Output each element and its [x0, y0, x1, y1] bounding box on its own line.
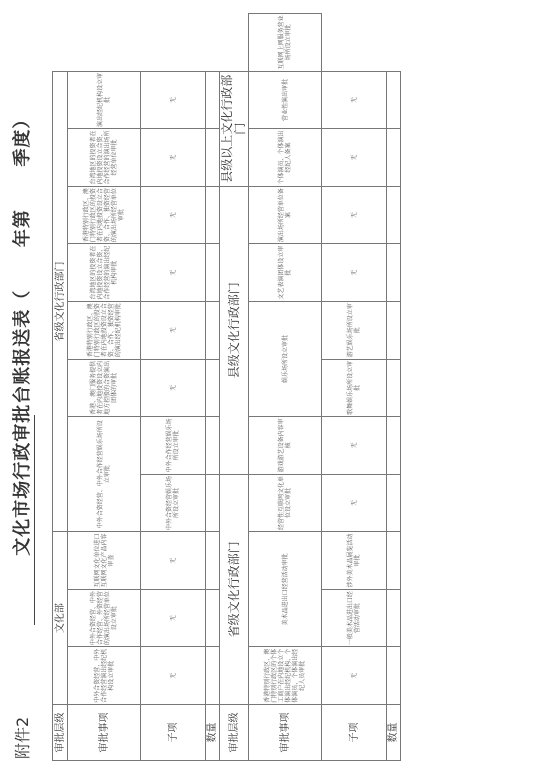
- sub-header: 子项: [141, 705, 206, 761]
- sub-cell: 无: [141, 359, 206, 417]
- sub-cell: 无: [322, 244, 387, 302]
- count-cell: [206, 532, 220, 590]
- item-cell: 互联网上网服务营业场所设立审批: [249, 14, 322, 72]
- count-cell: [387, 647, 401, 705]
- count-cell: [387, 589, 401, 647]
- item-cell: 营业性演出审批: [249, 71, 322, 129]
- table-row: [53, 14, 68, 761]
- count-cell: [206, 244, 220, 302]
- sub-cell: 无: [141, 532, 206, 590]
- count-cell: [206, 129, 220, 187]
- attachment-label: 附件2: [13, 716, 32, 759]
- count-cell: [387, 71, 401, 129]
- item-cell: 互联网文化单位进口互联网文化产品内容审查: [68, 532, 141, 590]
- count-cell: [206, 71, 220, 129]
- title-main: 文化市场行政审批台账报送表（: [12, 289, 33, 556]
- count-cell: [387, 359, 401, 417]
- sub-cell: 无: [322, 417, 387, 475]
- sub-cell: 无: [141, 301, 206, 359]
- sub-cell: 歌舞娱乐场所设立审批: [322, 359, 387, 417]
- table-row: [249, 14, 322, 761]
- sub-cell: 无: [322, 647, 387, 705]
- item-cell: 台湾地区的投资者在内地投资设立合资、合作经营的演出场所经营单位审批: [68, 129, 141, 187]
- sub-cell: 中外合资经营娱乐场所设立审批: [141, 474, 206, 532]
- title-year: 年第: [12, 209, 33, 248]
- item-cell: 娱乐场所设立审批: [249, 301, 322, 416]
- table-row: [387, 14, 401, 761]
- count-cell: [206, 589, 220, 647]
- table-row: [68, 14, 141, 761]
- count-cell: [387, 129, 401, 187]
- page-title: [8, 110, 34, 623]
- level-header: 审批层级: [53, 705, 68, 761]
- table-row: [322, 14, 387, 761]
- sub-cell: 无: [322, 71, 387, 129]
- item-header: 审批事项: [249, 705, 322, 761]
- count-cell: [206, 359, 220, 417]
- item-cell: 经营性互联网文化单位设立审批: [249, 474, 322, 532]
- table-row: [206, 14, 220, 761]
- sub-cell: 一般美术品进出口经营活动审批: [322, 589, 387, 647]
- count-cell: [206, 186, 220, 244]
- count-cell: [387, 186, 401, 244]
- title-quarter: 季度）: [12, 109, 33, 167]
- sub-cell: 中外合作经营娱乐场所设立审批: [141, 417, 206, 475]
- count-cell: [206, 647, 220, 705]
- sub-cell: 无: [322, 474, 387, 532]
- sub-cell: 无: [141, 186, 206, 244]
- count-cell: [387, 474, 401, 532]
- count-cell: [387, 417, 401, 475]
- county-header: 县级文化行政部门: [220, 186, 249, 474]
- item-cell: 香港特别行政区、澳门特别行政区的投资者在内地投资设立合资、合作、独资经营的演出经纪机构审批: [68, 301, 141, 359]
- sub-cell: 无: [322, 129, 387, 187]
- title-underline: [34, 415, 35, 625]
- item-cell: 中外合资经营、中外合作经营演出经纪机构设立审批: [68, 647, 141, 705]
- sub-cell: 无: [141, 244, 206, 302]
- item-cell: 中外合资经营、中外合作经营娱乐场所设立审批: [68, 417, 141, 532]
- table-row: [220, 14, 249, 761]
- item-header: 审批事项: [68, 705, 141, 761]
- item-cell: 文艺表演团体设立审批: [249, 244, 322, 302]
- sub-cell: 无: [141, 589, 206, 647]
- county-above-header: 县级以上文化行政部门: [220, 71, 249, 186]
- ledger-table: [52, 13, 401, 761]
- province-header: 省级文化行政部门: [220, 474, 249, 704]
- item-cell: 台湾地区的投资者在内地投资设立合资、合作经营的演出经纪机构审批: [68, 244, 141, 302]
- sub-cell: 无: [141, 647, 206, 705]
- item-cell: 美术品进出口经营活动审批: [249, 532, 322, 647]
- province-header: 省级文化行政部门: [53, 71, 68, 532]
- sub-cell: 无: [141, 129, 206, 187]
- count-cell: [206, 301, 220, 359]
- table-row: [141, 14, 206, 761]
- count-cell: [206, 417, 220, 475]
- item-cell: 香港特别行政区、澳门特别行政区的个体工商户在内地设立个体演出经纪机构、个体演员、个体演出经纪人员审批: [249, 647, 322, 705]
- count-cell: [387, 532, 401, 590]
- item-cell: 游戏游艺设备内容审核: [249, 417, 322, 475]
- sub-cell: 游艺娱乐场所设立审批: [322, 301, 387, 359]
- count-cell: [206, 474, 220, 532]
- item-cell: 香港、澳门服务提供者在内地投资设立内地方控股的合资演出团体的审批: [68, 359, 141, 417]
- count-cell: [387, 301, 401, 359]
- item-cell: 中外合资经营、中外合作经营、外资经营的演出场所经营单位设立审批: [68, 589, 141, 647]
- sub-cell: 涉外美术品展览活动审批: [322, 532, 387, 590]
- item-cell: 演出经纪机构设立审批: [68, 71, 141, 129]
- item-cell: 香港特别行政区、澳门特别行政区的投资者在内地投资设立合资、合作、独资经营的演出场所经营单位审批: [68, 186, 141, 244]
- count-cell: [387, 244, 401, 302]
- item-cell: 演出场所经营单位备案: [249, 186, 322, 244]
- sub-cell: 无: [322, 186, 387, 244]
- count-header: 数量: [387, 705, 401, 761]
- level-header: 审批层级: [220, 705, 249, 761]
- item-cell: 个体演员、个体演出经纪人备案: [249, 129, 322, 187]
- ministry-header: 文化部: [53, 532, 68, 705]
- sub-header: 子项: [322, 705, 387, 761]
- sub-cell: 无: [141, 71, 206, 129]
- count-header: 数量: [206, 705, 220, 761]
